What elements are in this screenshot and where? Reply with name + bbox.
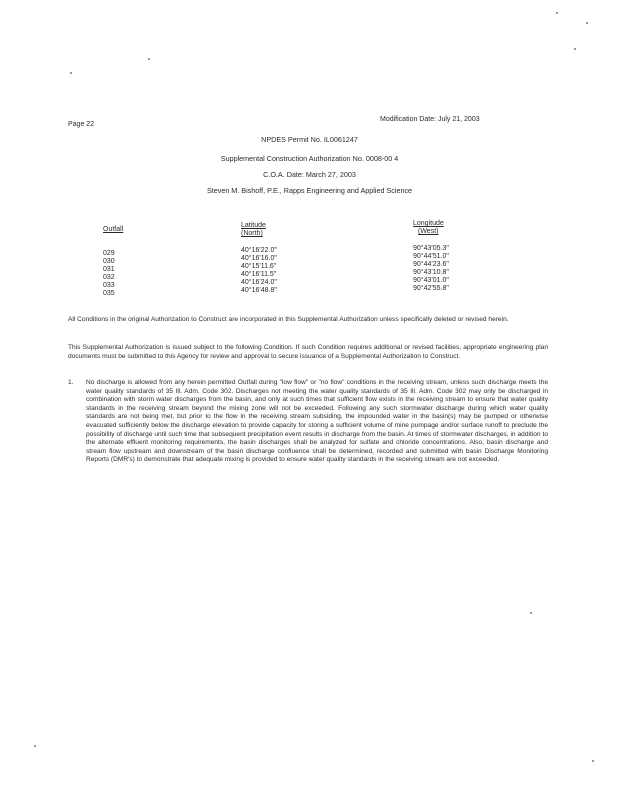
table-cell-longitude: 90°43'10.8" (413, 269, 449, 276)
table-cell-latitude: 40°16'16.0" (241, 255, 277, 262)
latitude-direction: (North) (241, 230, 263, 237)
table-cell-latitude: 40°16'48.8" (241, 287, 277, 294)
authorization-number: Supplemental Construction Authorization No. 0008-00 4 (220, 154, 399, 163)
paragraph-original-conditions: All Conditions in the original Authorization to Construct are incorporated in this Supplemental Authorization unless specifically deleted or revised herein. (68, 316, 509, 323)
table-cell-longitude: 90°43'01.0" (413, 277, 449, 284)
table-cell-longitude: 90°44'23.6" (413, 261, 449, 268)
scan-speck (148, 58, 150, 60)
table-cell-outfall: 029 (103, 250, 115, 257)
engineer-name: Steven M. Bishoff, P.E., Rapps Engineering and Applied Science (206, 186, 413, 195)
scan-speck (530, 612, 532, 614)
table-cell-longitude: 90°42'55.8" (413, 285, 449, 292)
table-cell-outfall: 033 (103, 282, 115, 289)
page-label: Page 22 (68, 121, 95, 128)
scan-speck (574, 48, 576, 50)
table-cell-outfall: 035 (103, 290, 115, 297)
condition-text: No discharge is allowed from any herein permitted Outfall during "low flow" or "no flow" conditions in the receiving stream, unless such discharge meets the water quality standards of 35 Ill. Adm. Code 302. Discharges not meeting the water quality standards of 35 Ill. Adm. Code 302 may only be discharged in combination with storm water discharges from the basin, and only at such times that sufficient flow exists in the receiving stream to ensure that water quality standards in the receiving stream beyond the mixing zone will not be exceeded. Following any such stormwater discharge during which water quality standards are not being met, but prior to the flow in the receiving stream subsiding, the impounded water in the basin(s) may be pumped or otherwise evacuated sufficiently below the discharge elevation to provide capacity for storing a sufficient volume of mine pumpage and/or surface runoff to preclude the possibility of discharge until such time that subsequent precipitation event results in discharge from the basin. At times of stormwater discharges, in addition to the alternate effluent monitoring requirements, the basin discharges shall be analyzed for sulfate and chloride concentrations. Also, basin discharge and stream flow upstream and downstream of the basin discharge confluence shall be determined, recorded and submitted with basin Discharge Monitoring Reports (DMR's) to demonstrate that adequate mixing is provided to ensure water quality standards in the receiving stream are not exceeded. (86, 379, 548, 464)
scan-speck (70, 72, 72, 74)
coa-date: C.O.A. Date: March 27, 2003 (263, 170, 356, 179)
scan-speck (556, 12, 558, 14)
permit-number: NPDES Permit No. IL0061247 (261, 135, 358, 144)
table-cell-outfall: 032 (103, 274, 115, 281)
longitude-column (413, 245, 449, 293)
outfall-header: Outfall (103, 226, 124, 233)
table-cell-outfall: 031 (103, 266, 115, 273)
longitude-header: Longitude (413, 220, 444, 227)
latitude-header: Latitude (241, 222, 266, 229)
table-cell-longitude: 90°44'51.0" (413, 253, 449, 260)
modification-date: Modification Date: July 21, 2003 (380, 116, 480, 123)
scan-speck (592, 760, 594, 762)
table-cell-latitude: 40°16'11.5" (241, 271, 277, 278)
table-cell-outfall: 030 (103, 258, 115, 265)
condition-number: 1. (68, 379, 74, 386)
scan-speck (34, 745, 36, 747)
latitude-column (241, 247, 277, 295)
paragraph-supplemental-authorization: This Supplemental Authorization is issued subject to the following Condition. If such Condition requires additional or revised facilities, appropriate engineering plan documents must be submitted to this Agency for review and approval to secure issuance of a Supplemental Authorization to Construct. (68, 344, 548, 360)
table-cell-latitude: 40°16'24.0" (241, 279, 277, 286)
table-cell-latitude: 40°15'11.6" (241, 263, 277, 270)
outfall-column (103, 250, 115, 298)
table-cell-longitude: 90°43'05.3" (413, 245, 449, 252)
scan-speck (586, 22, 588, 24)
table-cell-latitude: 40°16'22.0" (241, 247, 277, 254)
longitude-direction: (West) (418, 228, 439, 235)
